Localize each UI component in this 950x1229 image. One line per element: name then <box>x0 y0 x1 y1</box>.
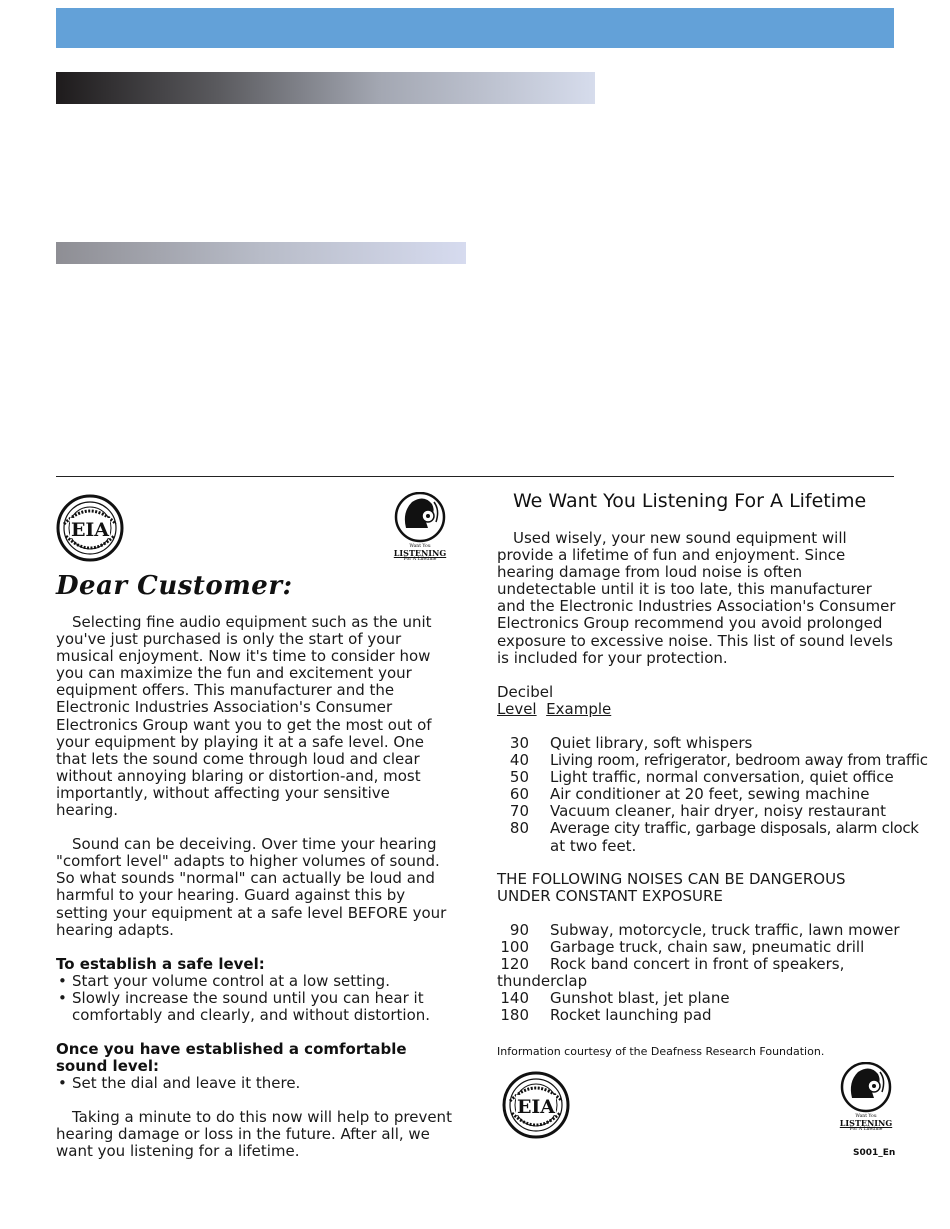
table-row-continuation <box>497 838 897 855</box>
example-text: Quiet library, soft whispers <box>550 734 753 752</box>
logo-caption-big: LISTENING <box>393 548 447 558</box>
table-row <box>497 769 897 786</box>
table-row <box>497 990 897 1007</box>
example-text: Garbage truck, chain saw, pneumatic drill <box>550 938 865 957</box>
decibel-heading: Decibel <box>497 683 554 701</box>
table-row <box>497 803 897 820</box>
safe-level-heading: To establish a safe level: <box>56 954 265 973</box>
svg-text:EIA: EIA <box>516 1096 556 1118</box>
letter-paragraph-2: Sound can be deceiving. Over time your hearing "comfort level" adapts to higher volumes of sound. So what sounds "normal" can actually be loud and harmful to your hearing. Guard against this by setting your equipment at a safe level BEFORE your hearing adapts. <box>56 835 447 939</box>
example-text: Living room, refrigerator, bedroom away from traffic <box>550 751 928 770</box>
table-row <box>497 819 919 838</box>
subsection-gradient-bar <box>56 242 466 264</box>
example-text: Gunshot blast, jet plane <box>550 989 730 1008</box>
notice-intro-text: Used wisely, your new sound equipment will provide a lifetime of fun and enjoyment. Since hearing damage from loud noise is often undetectable until it is too late, this manufacturer and the Electronic Industries Association's Consumer Electronics Group recommend you avoid prolonged exposure to excessive noise. This list of sound levels is included for your protection. <box>497 529 896 667</box>
example-text: Rocket launching pad <box>550 1006 712 1025</box>
notice-intro <box>497 530 897 667</box>
table-row <box>497 751 928 770</box>
safe-level-list <box>56 973 456 1024</box>
letter-paragraph-1: Selecting fine audio equipment such as the unit you've just purchased is only the start of your musical enjoyment. Now it's time to consider how you can maximize the fun and excitement your equipment offers. This manufacturer and the Electronic Industries Association's Consumer Electronics Group want you to get the most out of your equipment by playing it at a safe level. One that lets the sound come through loud and clear without annoying blaring or distortion-and, most importantly, without affecting your sensitive hearing. <box>56 613 432 820</box>
table-row <box>497 956 897 973</box>
example-text-continuation: thunderclap <box>497 972 588 991</box>
table-row <box>497 735 897 752</box>
letter-greeting: Dear Customer: <box>56 571 293 601</box>
decibel-value: 80 <box>509 819 529 838</box>
source-credit: Information courtesy of the Deafness Research Foundation. <box>497 1045 825 1058</box>
list-item: • Start your volume control at a low setting. <box>56 973 456 990</box>
list-item: • Set the dial and leave it there. <box>56 1075 456 1092</box>
eia-seal-logo <box>502 1071 570 1139</box>
decibel-value: 100 <box>500 938 529 957</box>
comfortable-level-list <box>56 1075 456 1092</box>
section-gradient-bar <box>56 72 595 104</box>
notice-title: We Want You Listening For A Lifetime <box>513 490 867 512</box>
example-column-heading: Example <box>546 700 612 718</box>
example-text: Vacuum cleaner, hair dryer, noisy restaurant <box>550 802 887 821</box>
danger-table <box>497 921 900 1025</box>
document-code: S001_En <box>853 1148 896 1158</box>
example-text: Light traffic, normal conversation, quiet office <box>550 768 894 787</box>
example-text: Average city traffic, garbage disposals, alarm clock <box>550 819 919 838</box>
example-text-continuation: at two feet. <box>550 836 637 855</box>
example-text: Rock band concert in front of speakers, <box>550 955 845 974</box>
decibel-value: 60 <box>509 785 529 804</box>
decibel-value: 180 <box>500 1006 529 1025</box>
danger-warning-text: THE FOLLOWING NOISES CAN BE DANGEROUS UNDER CONSTANT EXPOSURE <box>497 870 846 906</box>
decibel-value: 90 <box>509 921 529 939</box>
decibel-value: 70 <box>509 802 529 821</box>
logo-caption-top: Want You <box>409 544 431 549</box>
logo-caption-big: LISTENING <box>839 1118 893 1128</box>
listening-lifetime-logo <box>392 492 448 564</box>
svg-text:EIA: EIA <box>70 519 110 541</box>
divider-rule <box>56 476 894 477</box>
decibel-value: 120 <box>500 955 529 974</box>
list-item: • Slowly increase the sound until you can hear it comfortably and clearly, and without distortion. <box>56 990 456 1024</box>
decibel-value: 40 <box>509 751 529 770</box>
table-row <box>497 1007 897 1024</box>
table-row <box>497 921 900 939</box>
header-color-bar <box>56 8 894 48</box>
example-text: Subway, motorcycle, truck traffic, lawn mower <box>550 921 900 939</box>
listening-lifetime-logo <box>838 1062 894 1134</box>
table-row <box>497 939 897 956</box>
table-row <box>497 786 897 803</box>
decibel-value: 140 <box>500 989 529 1008</box>
example-text: Air conditioner at 20 feet, sewing machine <box>550 785 870 804</box>
decibel-value: 50 <box>509 768 529 787</box>
logo-caption-bottom: For A Lifetime <box>403 557 437 562</box>
decibel-table <box>497 734 928 855</box>
decibel-value: 30 <box>509 734 529 752</box>
logo-caption-top: Want You <box>855 1114 877 1119</box>
comfortable-level-heading: Once you have established a comfortable sound level: <box>56 1039 407 1075</box>
eia-seal-logo <box>56 494 124 562</box>
letter-body <box>56 614 456 1160</box>
letter-paragraph-3: Taking a minute to do this now will help to prevent hearing damage or loss in the future. After all, we want you listening for a lifetime. <box>56 1108 452 1161</box>
danger-warning <box>497 871 897 905</box>
decibel-table-header <box>497 684 897 718</box>
level-column-heading: Level <box>497 700 537 718</box>
table-row-continuation <box>497 973 897 990</box>
logo-caption-bottom: For A Lifetime <box>849 1127 883 1132</box>
